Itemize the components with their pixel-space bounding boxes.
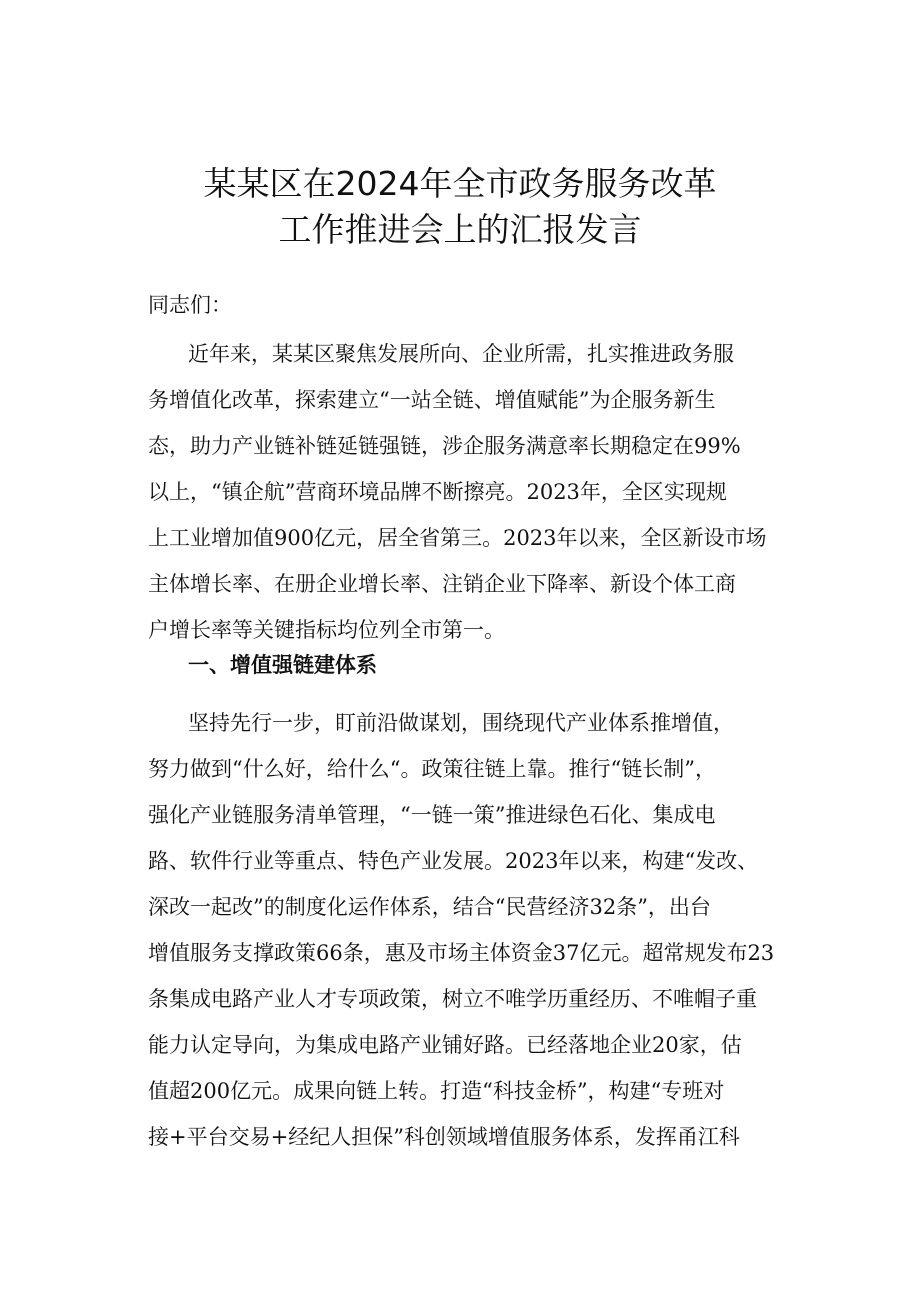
section-line: 努力做到“什么好，给什么“。政策往链上靠。推行“链长制”， (148, 757, 716, 781)
section-line: 强化产业链服务清单管理，“一链一策”推进绿色石化、集成电 (148, 803, 716, 827)
salutation: 同志们： (148, 293, 232, 317)
intro-line: 近年来，某某区聚焦发展所向、企业所需，扎实推进政务服 (188, 342, 734, 366)
intro-line: 主体增长率、在册企业增长率、注销企业下降率、新设个体工商 (148, 572, 736, 596)
document-title-line-1: 某某区在2024年全市政务服务改革 (203, 164, 717, 203)
intro-line: 务增值化改革，探索建立“一站全链、增值赋能”为企服务新生 (148, 388, 716, 412)
intro-line: 户增长率等关键指标均位列全市第一。 (148, 618, 505, 642)
document-title-line-2: 工作推进会上的汇报发言 (278, 210, 642, 249)
intro-line: 上工业增加值900亿元，居全省第三。2023年以来，全区新设市场 (148, 526, 767, 550)
section-line: 坚持先行一步，盯前沿做谋划，围绕现代产业体系推增值， (188, 711, 734, 735)
section-line: 深改一起改”的制度化运作体系，结合“民营经济32条”，出台 (148, 895, 711, 919)
section-line: 值超200亿元。成果向链上转。打造“科技金桥”，构建“专班对 (148, 1079, 725, 1103)
intro-line: 态，助力产业链补链延链强链，涉企服务满意率长期稳定在99% (148, 434, 741, 458)
intro-line: 以上，“镇企航”营商环境品牌不断擦亮。2023年，全区实现规 (148, 480, 727, 504)
section-line: 增值服务支撑政策66条，惠及市场主体资金37亿元。超常规发布23 (148, 941, 775, 965)
section-line: 能力认定导向，为集成电路产业铺好路。已经落地企业20家，估 (148, 1033, 742, 1057)
section-heading: 一、增值强链建体系 (188, 653, 377, 677)
section-line: 路、软件行业等重点、特色产业发展。2023年以来，构建“发改、 (148, 849, 759, 873)
section-line: 接+平台交易+经纪人担保”科创领域增值服务体系，发挥甬江科 (148, 1125, 740, 1149)
section-line: 条集成电路产业人才专项政策，树立不唯学历重经历、不唯帽子重 (148, 987, 757, 1011)
